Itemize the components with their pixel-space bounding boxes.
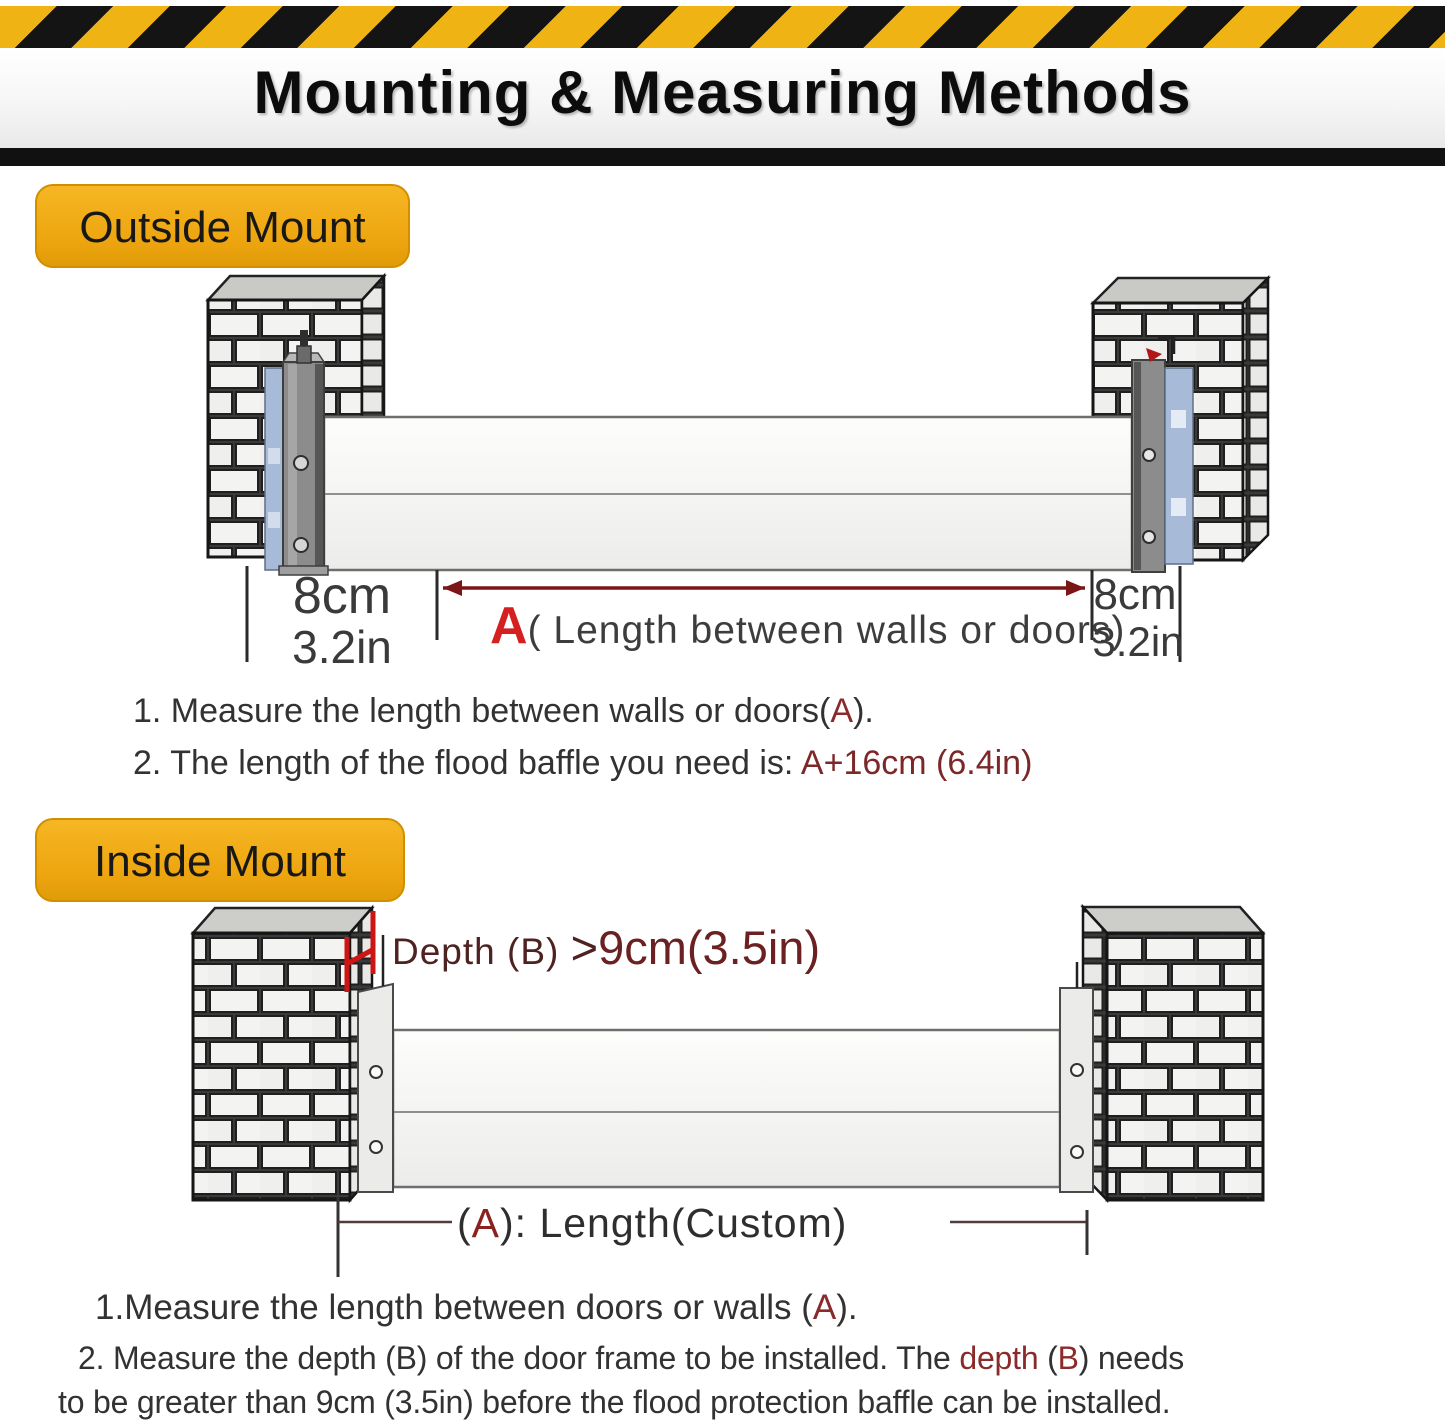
channel-dark-edge bbox=[315, 364, 323, 570]
outside-left-dim-in: 3.2in bbox=[292, 621, 392, 673]
inside-step-2-continued: to be greater than 9cm (3.5in) before the flood protection baffle can be installed. bbox=[58, 1384, 1171, 1420]
inside-step-2 bbox=[78, 1340, 1184, 1377]
inside-step-1 bbox=[95, 1288, 858, 1328]
pillar-top-face bbox=[1093, 278, 1268, 303]
seal-strip bbox=[265, 368, 283, 570]
pillar-top-face bbox=[193, 908, 372, 933]
inside-right-mounting-channel bbox=[1060, 962, 1093, 1192]
arrowhead-left bbox=[443, 580, 462, 596]
step-text: ). bbox=[853, 692, 874, 730]
greater-than-sign: > bbox=[570, 921, 599, 974]
step-depth-word: depth bbox=[959, 1340, 1039, 1376]
step-text: ) needs bbox=[1078, 1340, 1185, 1376]
step-ref-a: A bbox=[830, 692, 854, 730]
length-label-open: ( bbox=[457, 1200, 472, 1246]
outside-left-mounting-channel bbox=[265, 346, 328, 575]
page-title: Mounting & Measuring Methods bbox=[253, 59, 1192, 126]
length-label-text: ): Length(Custom) bbox=[500, 1200, 848, 1246]
seal-strip bbox=[1165, 368, 1193, 564]
outside-right-dim-in: 3.2in bbox=[1092, 618, 1184, 665]
bolt bbox=[294, 456, 308, 470]
pillar-top-face bbox=[1083, 907, 1263, 933]
step-text: 2. The length of the flood baffle you need is: bbox=[133, 744, 801, 782]
outside-step-2 bbox=[133, 744, 1032, 783]
bolt bbox=[370, 1141, 382, 1153]
pillar-front-face bbox=[1107, 933, 1263, 1200]
seal-highlight bbox=[268, 448, 280, 464]
channel-dark-edge bbox=[1134, 362, 1141, 570]
depth-label-value: 9cm(3.5in) bbox=[598, 921, 821, 974]
span-label-a: A bbox=[490, 597, 528, 655]
depth-label-text: Depth (B) bbox=[392, 931, 571, 972]
barrier-panels bbox=[393, 1030, 1060, 1187]
channel-anchor-tab bbox=[297, 346, 311, 363]
inside-flood-barrier bbox=[393, 1030, 1060, 1187]
step-text: 2. Measure the depth (B) of the door frame to be installed. The bbox=[78, 1340, 960, 1376]
length-label-a: A bbox=[471, 1200, 501, 1246]
outside-left-dim-cm: 8cm bbox=[292, 567, 392, 625]
outside-flood-barrier bbox=[324, 417, 1132, 570]
step-ref-a: A bbox=[812, 1288, 837, 1327]
bolt bbox=[1071, 1146, 1083, 1158]
seal-highlight bbox=[268, 512, 280, 528]
seal-highlight bbox=[1171, 410, 1186, 428]
step-text: ( bbox=[1038, 1340, 1058, 1376]
step-ref-b: B bbox=[1057, 1340, 1079, 1376]
inside-depth-label bbox=[392, 920, 820, 975]
step-text: 1.Measure the length between doors or walls ( bbox=[95, 1288, 813, 1327]
pillar-top-face bbox=[208, 276, 384, 300]
channel-body bbox=[358, 984, 393, 1192]
inside-length-label bbox=[457, 1200, 847, 1247]
step-text: ). bbox=[836, 1288, 858, 1327]
outside-right-dim-cm: 8cm bbox=[1093, 570, 1177, 619]
pillar-side-face bbox=[1243, 278, 1268, 560]
outside-step-1 bbox=[133, 692, 874, 731]
outside-mount-badge: Outside Mount bbox=[35, 184, 410, 268]
channel-body bbox=[1060, 988, 1093, 1192]
inside-right-pillar bbox=[1083, 907, 1263, 1200]
bolt bbox=[370, 1066, 382, 1078]
step-formula: A+16cm (6.4in) bbox=[800, 744, 1033, 782]
outside-right-mounting-channel bbox=[1132, 338, 1193, 572]
bolt bbox=[1071, 1064, 1083, 1076]
span-label-text: ( Length between walls or doors) bbox=[527, 609, 1126, 652]
bolt bbox=[1143, 449, 1155, 461]
inside-mount-badge: Inside Mount bbox=[35, 818, 405, 902]
pillar-front-face bbox=[193, 933, 350, 1200]
seal-highlight bbox=[1171, 498, 1186, 516]
arrowhead-right bbox=[1066, 580, 1085, 596]
outside-span-label bbox=[490, 596, 1125, 656]
step-text: 1. Measure the length between walls or doors( bbox=[133, 692, 831, 730]
bolt bbox=[294, 538, 308, 552]
bolt bbox=[1143, 531, 1155, 543]
